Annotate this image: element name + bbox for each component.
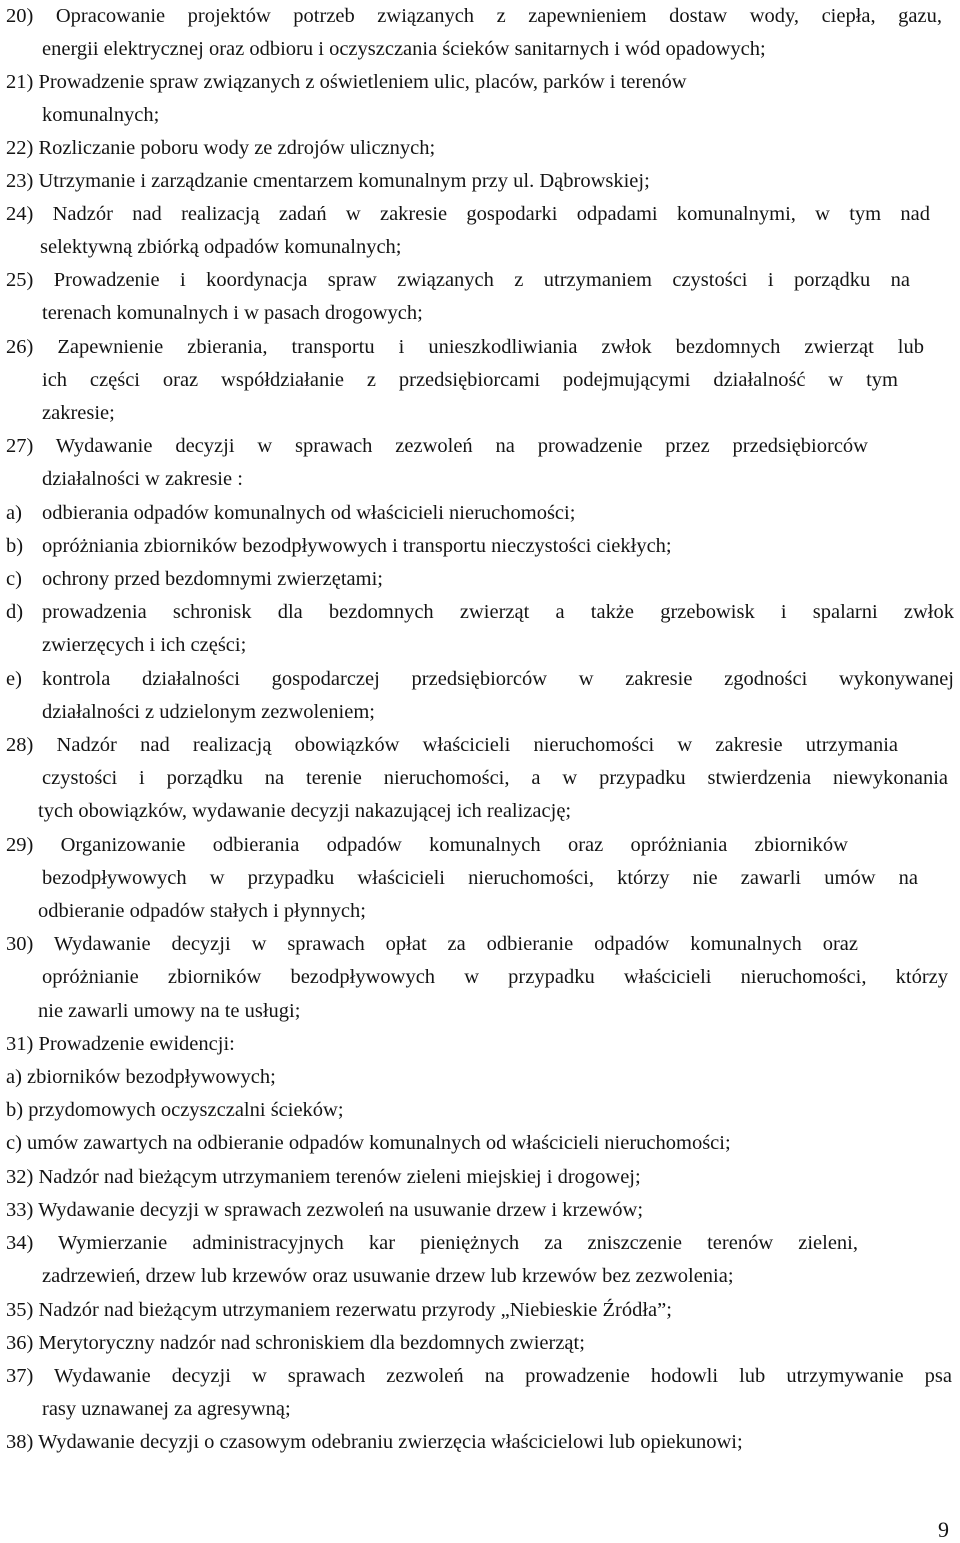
text-line: 36) Merytoryczny nadzór nad schroniskiem dla bezdomnych zwierząt; [6, 1332, 585, 1354]
text-line: 30) Wydawanie decyzji w sprawach opłat za odbieranie odpadów komunalnych oraz [6, 933, 858, 955]
text-line: 28) Nadzór nad realizacją obowiązków właścicieli nieruchomości w zakresie utrzymania [6, 734, 898, 756]
text-line: tych obowiązków, wydawanie decyzji nakazującej ich realizację; [38, 800, 572, 822]
text-line: opróżnianie zbiorników bezodpływowych w przypadku właścicieli nieruchomości, którzy [42, 966, 948, 988]
text-line: 37) Wydawanie decyzji w sprawach zezwoleń na prowadzenie hodowli lub utrzymywanie psa [6, 1365, 952, 1387]
text-line: 27) Wydawanie decyzji w sprawach zezwoleń na prowadzenie przez przedsiębiorców [6, 435, 868, 457]
text-line: 24) Nadzór nad realizacją zadań w zakresie gospodarki odpadami komunalnymi, w tym nad [6, 203, 930, 225]
text-line: 21) Prowadzenie spraw związanych z oświetleniem ulic, placów, parków i terenów [6, 71, 687, 93]
text-line: zwierzęcych i ich części; [42, 634, 247, 656]
page-number: 9 [938, 1517, 949, 1542]
text-line: 35) Nadzór nad bieżącym utrzymaniem rezerwatu przyrody „Niebieskie Źródła”; [6, 1299, 672, 1321]
text-line: 34) Wymierzanie administracyjnych kar pieniężnych za zniszczenie terenów zieleni, [6, 1232, 858, 1254]
text-line: ochrony przed bezdomnymi zwierzętami; [42, 568, 383, 590]
text-line: energii elektrycznej oraz odbioru i oczyszczania ścieków sanitarnych i wód opadowych; [42, 38, 766, 60]
text-line: czystości i porządku na terenie nieruchomości, a w przypadku stwierdzenia niewykonania [42, 767, 948, 789]
text-line: 26) Zapewnienie zbierania, transportu i unieszkodliwiania zwłok bezdomnych zwierząt lub [6, 336, 924, 358]
list-label: d) [6, 601, 24, 623]
text-line: odbierania odpadów komunalnych od właścicieli nieruchomości; [42, 502, 576, 524]
text-line: 22) Rozliczanie poboru wody ze zdrojów ulicznych; [6, 137, 436, 159]
text-line: nie zawarli umowy na te usługi; [38, 1000, 301, 1022]
text-line: 25) Prowadzenie i koordynacja spraw związanych z utrzymaniem czystości i porządku na [6, 269, 910, 291]
text-line: odbieranie odpadów stałych i płynnych; [38, 900, 366, 922]
text-line: działalności z udzielonym zezwoleniem; [42, 701, 375, 723]
text-line: selektywną zbiórką odpadów komunalnych; [40, 236, 402, 258]
text-line: 32) Nadzór nad bieżącym utrzymaniem terenów zieleni miejskiej i drogowej; [6, 1166, 641, 1188]
list-label: e) [6, 668, 22, 690]
text-line: 23) Utrzymanie i zarządzanie cmentarzem komunalnym przy ul. Dąbrowskiej; [6, 170, 650, 192]
text-line: ich części oraz współdziałanie z przedsiębiorcami podejmującymi działalność w tym [42, 369, 898, 391]
text-line: komunalnych; [42, 104, 160, 126]
text-line: rasy uznawanej za agresywną; [42, 1398, 291, 1420]
text-line: bezodpływowych w przypadku właścicieli nieruchomości, którzy nie zawarli umów na [42, 867, 918, 889]
text-line: a) zbiorników bezodpływowych; [6, 1066, 276, 1088]
list-label: a) [6, 502, 22, 524]
list-label: b) [6, 535, 24, 557]
text-line: kontrola działalności gospodarczej przedsiębiorców w zakresie zgodności wykonywanej [42, 668, 954, 690]
text-line: 20) Opracowanie projektów potrzeb związanych z zapewnieniem dostaw wody, ciepła, gazu, [6, 5, 942, 27]
text-line: 31) Prowadzenie ewidencji: [6, 1033, 235, 1055]
text-line: 38) Wydawanie decyzji o czasowym odebraniu zwierzęcia właścicielowi lub opiekunowi; [6, 1431, 743, 1453]
text-line: działalności w zakresie : [42, 468, 243, 490]
text-line: zadrzewień, drzew lub krzewów oraz usuwanie drzew lub krzewów bez zezwolenia; [42, 1265, 734, 1287]
text-line: c) umów zawartych na odbieranie odpadów komunalnych od właścicieli nieruchomości; [6, 1132, 731, 1154]
list-label: c) [6, 568, 22, 590]
text-line: prowadzenia schronisk dla bezdomnych zwierząt a także grzebowisk i spalarni zwłok [42, 601, 954, 623]
text-line: opróżniania zbiorników bezodpływowych i transportu nieczystości ciekłych; [42, 535, 672, 557]
text-line: terenach komunalnych i w pasach drogowych; [42, 302, 423, 324]
text-line: zakresie; [42, 402, 115, 424]
text-line: 29) Organizowanie odbierania odpadów komunalnych oraz opróżniania zbiorników [6, 834, 848, 856]
text-line: b) przydomowych oczyszczalni ścieków; [6, 1099, 344, 1121]
text-line: 33) Wydawanie decyzji w sprawach zezwoleń na usuwanie drzew i krzewów; [6, 1199, 644, 1221]
